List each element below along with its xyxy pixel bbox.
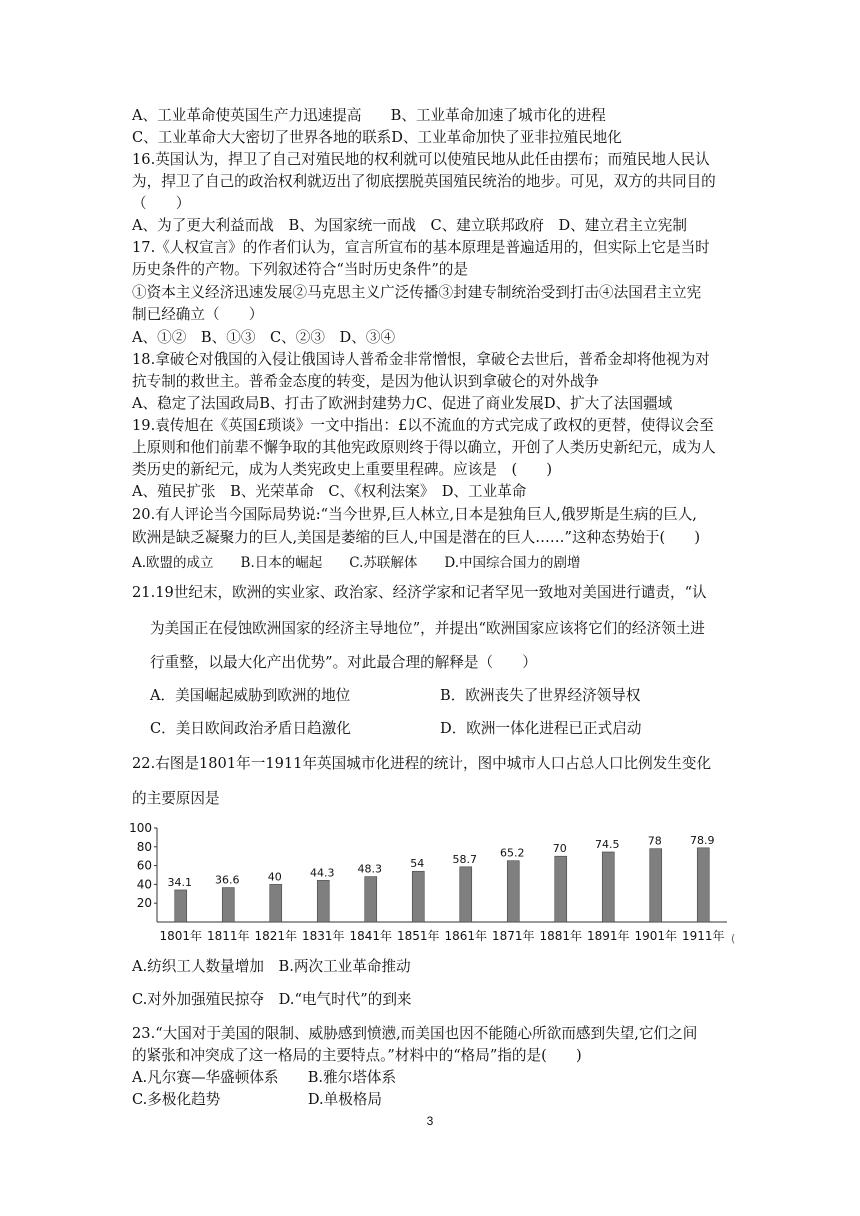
bar-value-label: 74.5 (595, 837, 620, 851)
q21-stem-3: 行重整，以最大化产出优势”。对此最合理的解释是（ ） (150, 654, 537, 671)
bar-value-label: 34.1 (167, 875, 192, 889)
bar (175, 890, 187, 922)
q20-stem-2: 欧洲是缺乏凝聚力的巨人,美国是萎缩的巨人,中国是潜在的巨人……”这种态势始于( ) (132, 529, 701, 546)
bar (365, 877, 377, 922)
x-tick-label: 1841年 (349, 929, 393, 943)
bar-value-label: 78 (647, 834, 662, 848)
q23-options-cd: C.多极化趋势 D.单极格局 (132, 1091, 383, 1108)
bar-value-label: 65.2 (500, 846, 525, 860)
q23-options-ab: A.凡尔赛—华盛顿体系 B.雅尔塔体系 (132, 1069, 397, 1086)
bar (412, 871, 424, 922)
q23-stem-2: 的紧张和冲突成了这一格局的主要特点。”材料中的“格局”指的是( ) (132, 1047, 582, 1064)
q18-stem-1: 18.拿破仑对俄国的入侵让俄国诗人普希金非常憎恨，拿破仑去世后，普希金却将他视为对 (132, 351, 710, 368)
bar-value-label: 54 (410, 857, 425, 871)
q17-options: A、①② B、①③ C、②③ D、③④ (132, 329, 396, 346)
q18-stem-2: 抗专制的救世主。普希金态度的转变，是因为他认识到拿破仑的对外战争 (132, 373, 600, 390)
q21-stem-1: 21.19世纪末，欧洲的实业家、政治家、经济学家和记者罕见一致地对美国进行谴责，“认 (132, 584, 707, 601)
y-tick-label: 20 (136, 896, 152, 911)
bar-value-label: 36.6 (215, 873, 240, 887)
q15-options-ab: A、工业革命使英国生产力迅速提高 B、工业革命加速了城市化的进程 (132, 107, 606, 124)
q19-stem-2: 上原则和他们前辈不懈争取的其他宪政原则终于得以确立，开创了人类历史新纪元，成为人 (132, 439, 716, 456)
q21-option-a: A．美国崛起威胁到欧洲的地位 (150, 687, 351, 704)
x-tick-label: 1891年 (586, 929, 630, 943)
x-tick-label: 1851年 (396, 929, 440, 943)
q20-stem-1: 20.有人评论当今国际局势说:“当今世界,巨人林立,日本是独角巨人,俄罗斯是生病的巨人, (132, 506, 697, 523)
q15-options-cd: C、工业革命大大密切了世界各地的联系D、工业革命加快了亚非拉殖民地化 (132, 129, 622, 146)
bar (317, 880, 329, 922)
q17-stem-4: 制已经确立（ ） (132, 306, 264, 323)
bar-value-label: 40 (267, 870, 282, 884)
q19-stem-3: 类历史的新纪元，成为人类宪政史上重要里程碑。应该是 ( ) (132, 461, 553, 478)
q21-option-d: D．欧洲一体化进程已正式启动 (440, 720, 642, 737)
bar-value-label: 58.7 (452, 852, 477, 866)
x-tick-label: 1811年 (206, 929, 250, 943)
q23-stem-1: 23.“大国对于美国的限制、威胁感到愤懑,而美国也因不能随心所欲而感到失望,它们之间 (132, 1025, 698, 1042)
y-tick-label: 60 (136, 858, 152, 873)
q19-options: A、殖民扩张 B、光荣革命 C、《权利法案》 D、工业革命 (132, 483, 527, 500)
x-tick-label: 1901年 (634, 929, 678, 943)
x-tick-label: 1801年 (159, 929, 203, 943)
y-tick-label: 80 (136, 839, 152, 854)
urbanization-bar-chart (125, 818, 740, 948)
bar-value-label: 78.9 (690, 833, 715, 847)
trailing-mark: ( (731, 932, 736, 945)
x-tick-label: 1831年 (301, 929, 345, 943)
x-tick-label: 1861年 (444, 929, 488, 943)
bar (650, 849, 662, 922)
bar (460, 867, 472, 922)
y-tick-label: 100 (129, 821, 152, 835)
bar (555, 856, 567, 922)
bar (697, 848, 709, 922)
q16-stem-2: 为，捍卫了自己的政治权利就迈出了彻底摆脱英国殖民统治的地步。可见，双方的共同目的 (132, 173, 716, 190)
x-tick-label: 1871年 (491, 929, 535, 943)
bar-value-label: 44.3 (310, 866, 335, 880)
q21-option-b: B．欧洲丧失了世界经济领导权 (440, 687, 641, 704)
q18-options: A、稳定了法国政局B、打击了欧洲封建势力C、促进了商业发展D、扩大了法国疆域 (132, 395, 673, 412)
page-number: 3 (426, 1114, 434, 1128)
q19-stem-1: 19.袁传旭在《英国£琐谈》一文中指出：£以不流血的方式完成了政权的更替，使得议会至 (132, 417, 714, 434)
q20-options: A.欧盟的成立 B.日本的崛起 C.苏联解体 D.中国综合国力的剧增 (132, 555, 581, 571)
q22-options-ab: A.纺织工人数量增加 B.两次工业革命推动 (132, 958, 411, 975)
q21-stem-2: 为美国正在侵蚀欧洲国家的经济主导地位”，并提出“欧洲国家应该将它们的经济领土进 (150, 620, 705, 637)
q17-stem-1: 17.《人权宣言》的作者们认为，宣言所宣布的基本原理是普遍适用的，但实际上它是当时 (132, 239, 710, 256)
q21-option-c: C．美日欧间政治矛盾日趋激化 (150, 720, 351, 737)
x-tick-label: 1911年 (681, 929, 725, 943)
q22-stem-2: 的主要原因是 (132, 790, 220, 807)
bar-value-label: 48.3 (357, 862, 382, 876)
q22-options-cd: C.对外加强殖民掠夺 D.“电气时代”的到来 (132, 991, 412, 1008)
bar (602, 852, 614, 922)
y-tick-label: 40 (136, 877, 152, 892)
q17-stem-3: ①资本主义经济迅速发展②马克思主义广泛传播③封建专制统治受到打击④法国君主立宪 (132, 284, 702, 301)
q17-stem-2: 历史条件的产物。下列叙述符合“当时历史条件”的是 (132, 261, 468, 278)
bar (270, 884, 282, 922)
q16-options: A、为了更大利益而战 B、为国家统一而战 C、建立联邦政府 D、建立君主立宪制 (132, 217, 687, 234)
x-tick-label: 1881年 (539, 929, 583, 943)
bar (222, 888, 234, 922)
x-tick-label: 1821年 (254, 929, 298, 943)
bar (507, 861, 519, 922)
q16-stem-3: （ ） (132, 195, 191, 212)
q16-stem-1: 16.英国认为，捍卫了自己对殖民地的权利就可以使殖民地从此任由摆布；而殖民地人民认 (132, 151, 710, 168)
q22-stem-1: 22.右图是1801年一1911年英国城市化进程的统计，图中城市人口占总人口比例发生变化 (132, 755, 712, 772)
bar-value-label: 70 (552, 842, 567, 856)
